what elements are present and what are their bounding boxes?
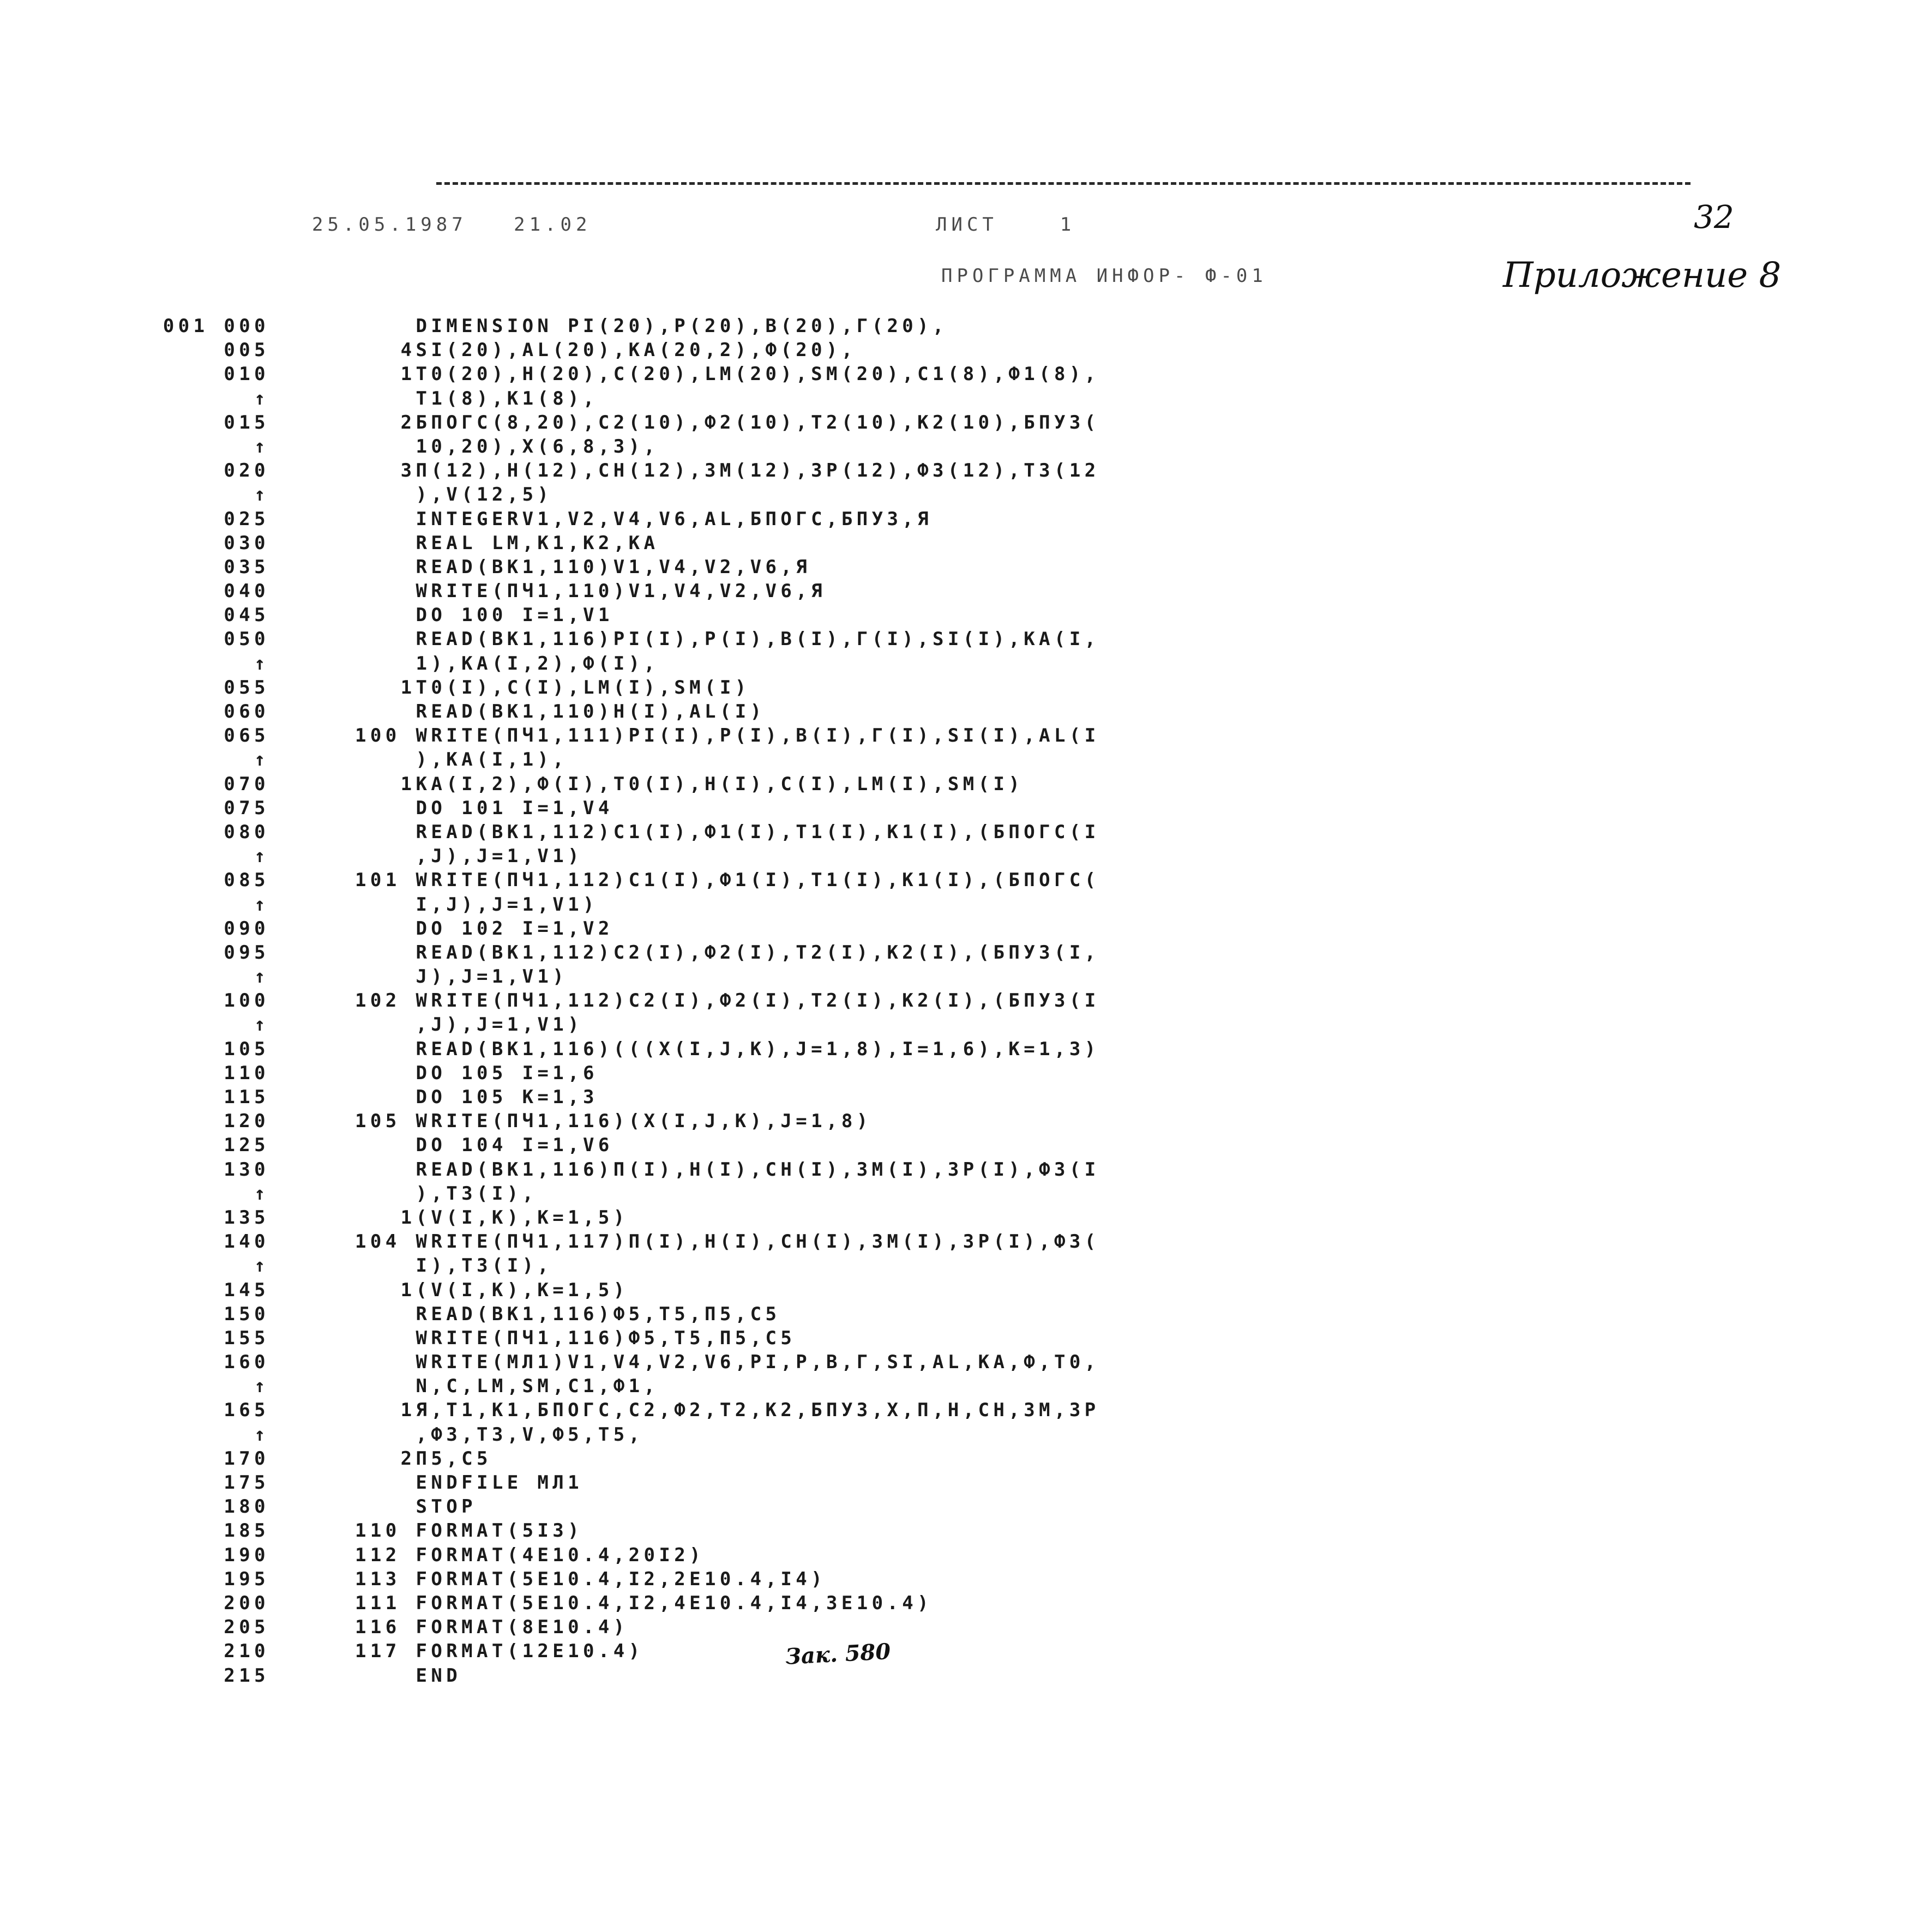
line-code: 117 FORMAT(12E10.4) xyxy=(355,1640,644,1663)
sheet-label: ЛИСТ 1 xyxy=(936,214,1076,236)
line-code: 1(V(I,K),K=1,5) xyxy=(355,1206,629,1229)
line-sequence-number: 001 000 xyxy=(163,315,269,337)
line-sequence-number: 170 xyxy=(224,1447,269,1470)
line-sequence-number: ↑ xyxy=(254,1182,269,1205)
line-code: DIMENSION PI(20),P(20),B(20),Г(20), xyxy=(355,315,948,337)
line-code: DO 102 I=1,V2 xyxy=(355,917,613,940)
line-code: 112 FORMAT(4E10.4,20I2) xyxy=(355,1544,705,1566)
line-sequence-number: 180 xyxy=(224,1496,269,1518)
line-sequence-number: 130 xyxy=(224,1158,269,1181)
line-sequence-number: 195 xyxy=(224,1568,269,1590)
line-code: WRITE(ПЧ1,116)Ф5,T5,П5,C5 xyxy=(355,1327,796,1349)
order-note: Зак. 580 xyxy=(784,1638,892,1670)
page-number: 32 xyxy=(1694,198,1734,236)
line-code: ENDFILE МЛ1 xyxy=(355,1472,583,1494)
line-code: ,Ф3,T3,V,Ф5,T5, xyxy=(355,1423,644,1446)
line-code: 105 WRITE(ПЧ1,116)(X(I,J,K),J=1,8) xyxy=(355,1110,872,1133)
program-title: ПРОГРАММА ИНФОР- Ф-01 xyxy=(941,265,1267,287)
line-code: ,J),J=1,V1) xyxy=(355,1014,583,1036)
line-sequence-number: ↑ xyxy=(254,387,269,410)
line-code: READ(BK1,116)П(I),H(I),CH(I),3M(I),3P(I),Ф3(I xyxy=(355,1158,1100,1181)
line-code: WRITE(ПЧ1,110)V1,V4,V2,V6,Я xyxy=(355,580,826,603)
line-code: 2БПОГС(8,20),C2(10),Ф2(10),T2(10),K2(10),БПУ3( xyxy=(355,411,1100,434)
line-code: 1Я,T1,K1,БПОГС,C2,Ф2,T2,K2,БПУ3,X,П,H,CH,3M,3P xyxy=(355,1399,1100,1422)
line-code: 1KA(I,2),Ф(I),T0(I),H(I),C(I),LM(I),SM(I) xyxy=(355,773,1024,795)
line-sequence-number: 105 xyxy=(224,1038,269,1060)
line-sequence-number: 005 xyxy=(224,339,269,362)
line-sequence-number: 110 xyxy=(224,1062,269,1084)
line-code: READ(BK1,112)C1(I),Ф1(I),T1(I),K1(I),(БПОГС(I xyxy=(355,821,1100,843)
line-sequence-number: 160 xyxy=(224,1351,269,1374)
line-sequence-number: 155 xyxy=(224,1327,269,1349)
line-sequence-number: 215 xyxy=(224,1664,269,1687)
line-code: N,C,LM,SM,C1,Ф1, xyxy=(355,1375,659,1398)
line-sequence-number: 145 xyxy=(224,1279,269,1301)
line-sequence-number: 120 xyxy=(224,1110,269,1133)
line-sequence-number: ↑ xyxy=(254,845,269,868)
line-code: 111 FORMAT(5E10.4,I2,4E10.4,I4,3E10.4) xyxy=(355,1592,933,1614)
line-code: T1(8),K1(8), xyxy=(355,387,598,410)
line-sequence-number: 140 xyxy=(224,1231,269,1253)
line-sequence-number: 165 xyxy=(224,1399,269,1422)
line-sequence-number: ↑ xyxy=(254,966,269,988)
line-code: 110 FORMAT(5I3) xyxy=(355,1520,583,1542)
line-code: 104 WRITE(ПЧ1,117)П(I),H(I),CH(I),3M(I),3P(I),Ф3( xyxy=(355,1231,1100,1253)
line-code: 1T0(20),H(20),C(20),LM(20),SM(20),C1(8),Ф1(8), xyxy=(355,363,1100,386)
line-sequence-number: 035 xyxy=(224,556,269,578)
line-sequence-number: ↑ xyxy=(254,749,269,771)
line-code: READ(BK1,112)C2(I),Ф2(I),T2(I),K2(I),(БПУ3(I, xyxy=(355,941,1100,964)
line-code: 1(V(I,K),K=1,5) xyxy=(355,1279,629,1301)
line-code: READ(BK1,110)V1,V4,V2,V6,Я xyxy=(355,556,811,578)
print-datetime: 25.05.1987 21.02 xyxy=(312,214,592,236)
line-sequence-number: 200 xyxy=(224,1592,269,1614)
line-code: WRITE(МЛ1)V1,V4,V2,V6,PI,P,B,Г,SI,AL,KA,Ф,T0, xyxy=(355,1351,1100,1374)
line-code: 2П5,C5 xyxy=(355,1447,492,1470)
line-sequence-number: 205 xyxy=(224,1616,269,1639)
line-sequence-number: 075 xyxy=(224,797,269,819)
line-sequence-number: 065 xyxy=(224,725,269,747)
appendix-label: Приложение 8 xyxy=(1503,255,1782,296)
line-sequence-number: 190 xyxy=(224,1544,269,1566)
line-sequence-number: 010 xyxy=(224,363,269,386)
line-code: ),V(12,5) xyxy=(355,484,553,506)
line-code: 116 FORMAT(8E10.4) xyxy=(355,1616,629,1639)
line-sequence-number: 115 xyxy=(224,1086,269,1108)
line-sequence-number: 045 xyxy=(224,604,269,627)
line-code: 10,20),X(6,8,3), xyxy=(355,435,659,458)
line-code: ),T3(I), xyxy=(355,1182,538,1205)
line-code: ),KA(I,1), xyxy=(355,749,568,771)
line-code: 1),KA(I,2),Ф(I), xyxy=(355,652,659,675)
line-sequence-number: ↑ xyxy=(254,1375,269,1398)
line-code: DO 104 I=1,V6 xyxy=(355,1134,613,1157)
line-code: READ(BK1,116)(((X(I,J,K),J=1,8),I=1,6),K=1,3) xyxy=(355,1038,1100,1060)
line-code: 4SI(20),AL(20),KA(20,2),Ф(20), xyxy=(355,339,857,362)
line-code: I),T3(I), xyxy=(355,1255,553,1277)
line-sequence-number: 185 xyxy=(224,1520,269,1542)
top-dashed-rule xyxy=(436,182,1691,185)
line-code: REAL LM,K1,K2,KA xyxy=(355,532,659,554)
line-code: I,J),J=1,V1) xyxy=(355,893,598,916)
line-code: ,J),J=1,V1) xyxy=(355,845,583,868)
line-sequence-number: 210 xyxy=(224,1640,269,1663)
line-code: END xyxy=(355,1664,462,1687)
line-code: READ(BK1,110)H(I),AL(I) xyxy=(355,701,766,723)
line-sequence-number: 040 xyxy=(224,580,269,603)
line-code: DO 105 I=1,6 xyxy=(355,1062,598,1084)
line-code: 102 WRITE(ПЧ1,112)C2(I),Ф2(I),T2(I),K2(I),(БПУ3(I xyxy=(355,990,1100,1012)
line-code: DO 101 I=1,V4 xyxy=(355,797,613,819)
line-sequence-number: ↑ xyxy=(254,1423,269,1446)
line-sequence-number: 055 xyxy=(224,676,269,699)
line-sequence-number: 125 xyxy=(224,1134,269,1157)
line-code: DO 100 I=1,V1 xyxy=(355,604,613,627)
line-code: STOP xyxy=(355,1496,477,1518)
line-sequence-number: 025 xyxy=(224,508,269,530)
line-code: INTEGERV1,V2,V4,V6,AL,БПОГС,БПУ3,Я xyxy=(355,508,933,530)
line-sequence-number: 080 xyxy=(224,821,269,843)
line-sequence-number: 095 xyxy=(224,941,269,964)
line-sequence-number: 020 xyxy=(224,460,269,482)
line-code: 3П(12),H(12),CH(12),3M(12),3P(12),Ф3(12),T3(12 xyxy=(355,460,1100,482)
line-code: 1T0(I),C(I),LM(I),SM(I) xyxy=(355,676,750,699)
line-sequence-number: ↑ xyxy=(254,1255,269,1277)
line-code: READ(BK1,116)PI(I),P(I),B(I),Г(I),SI(I),KA(I, xyxy=(355,628,1100,651)
line-sequence-number: ↑ xyxy=(254,435,269,458)
line-sequence-number: ↑ xyxy=(254,1014,269,1036)
line-sequence-number: 050 xyxy=(224,628,269,651)
line-code: 101 WRITE(ПЧ1,112)C1(I),Ф1(I),T1(I),K1(I),(БПОГС( xyxy=(355,869,1100,892)
line-sequence-number: 015 xyxy=(224,411,269,434)
line-sequence-number: 030 xyxy=(224,532,269,554)
line-sequence-number: 090 xyxy=(224,917,269,940)
line-sequence-number: 150 xyxy=(224,1303,269,1325)
line-code: 113 FORMAT(5E10.4,I2,2E10.4,I4) xyxy=(355,1568,826,1590)
line-sequence-number: 060 xyxy=(224,701,269,723)
line-sequence-number: ↑ xyxy=(254,652,269,675)
line-sequence-number: 085 xyxy=(224,869,269,892)
line-sequence-number: 100 xyxy=(224,990,269,1012)
line-code: DO 105 K=1,3 xyxy=(355,1086,598,1108)
line-sequence-number: 175 xyxy=(224,1472,269,1494)
line-sequence-number: 135 xyxy=(224,1206,269,1229)
line-sequence-number: ↑ xyxy=(254,893,269,916)
line-code: J),J=1,V1) xyxy=(355,966,568,988)
line-sequence-number: ↑ xyxy=(254,484,269,506)
line-code: READ(BK1,116)Ф5,T5,П5,C5 xyxy=(355,1303,781,1325)
line-sequence-number: 070 xyxy=(224,773,269,795)
line-code: 100 WRITE(ПЧ1,111)PI(I),P(I),B(I),Г(I),SI(I),AL(I xyxy=(355,725,1100,747)
